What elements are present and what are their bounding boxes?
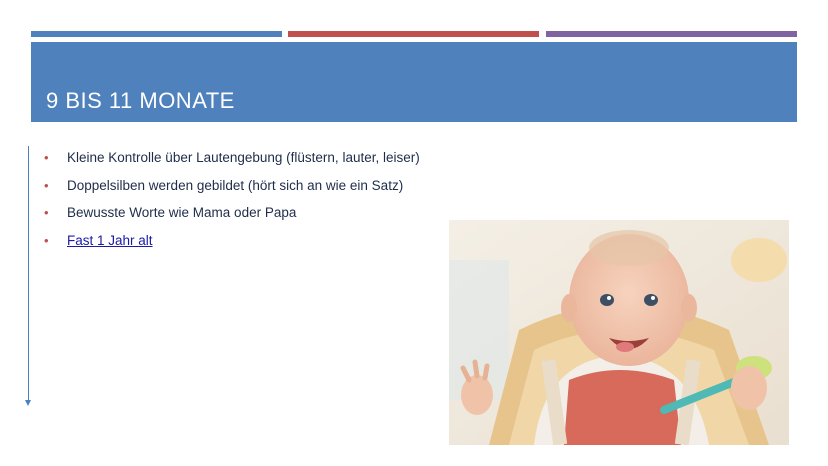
- bullet-icon: •: [44, 232, 49, 248]
- title-bar: [31, 42, 797, 122]
- bullet-icon: •: [44, 150, 49, 165]
- bullet-text: Kleine Kontrolle über Lautengebung (flüstern, lauter, leiser): [67, 150, 420, 165]
- slide-title: 9 BIS 11 MONATE: [46, 88, 235, 113]
- arrow-down-icon: [25, 400, 31, 406]
- accent-stripe-purple: [546, 31, 797, 37]
- accent-stripe-red: [288, 31, 539, 37]
- accent-stripe-blue: [31, 31, 282, 37]
- bullet-icon: •: [44, 205, 49, 220]
- bullet-text: Bewusste Worte wie Mama oder Papa: [67, 205, 297, 220]
- baby-photo: [449, 220, 789, 445]
- baby-photo-icon: [449, 220, 789, 445]
- left-rule-line: [28, 146, 29, 401]
- bullet-link[interactable]: Fast 1 Jahr alt: [67, 232, 153, 248]
- bullet-icon: •: [44, 177, 49, 193]
- bullet-text: Doppelsilben werden gebildet (hört sich an wie ein Satz): [67, 177, 404, 193]
